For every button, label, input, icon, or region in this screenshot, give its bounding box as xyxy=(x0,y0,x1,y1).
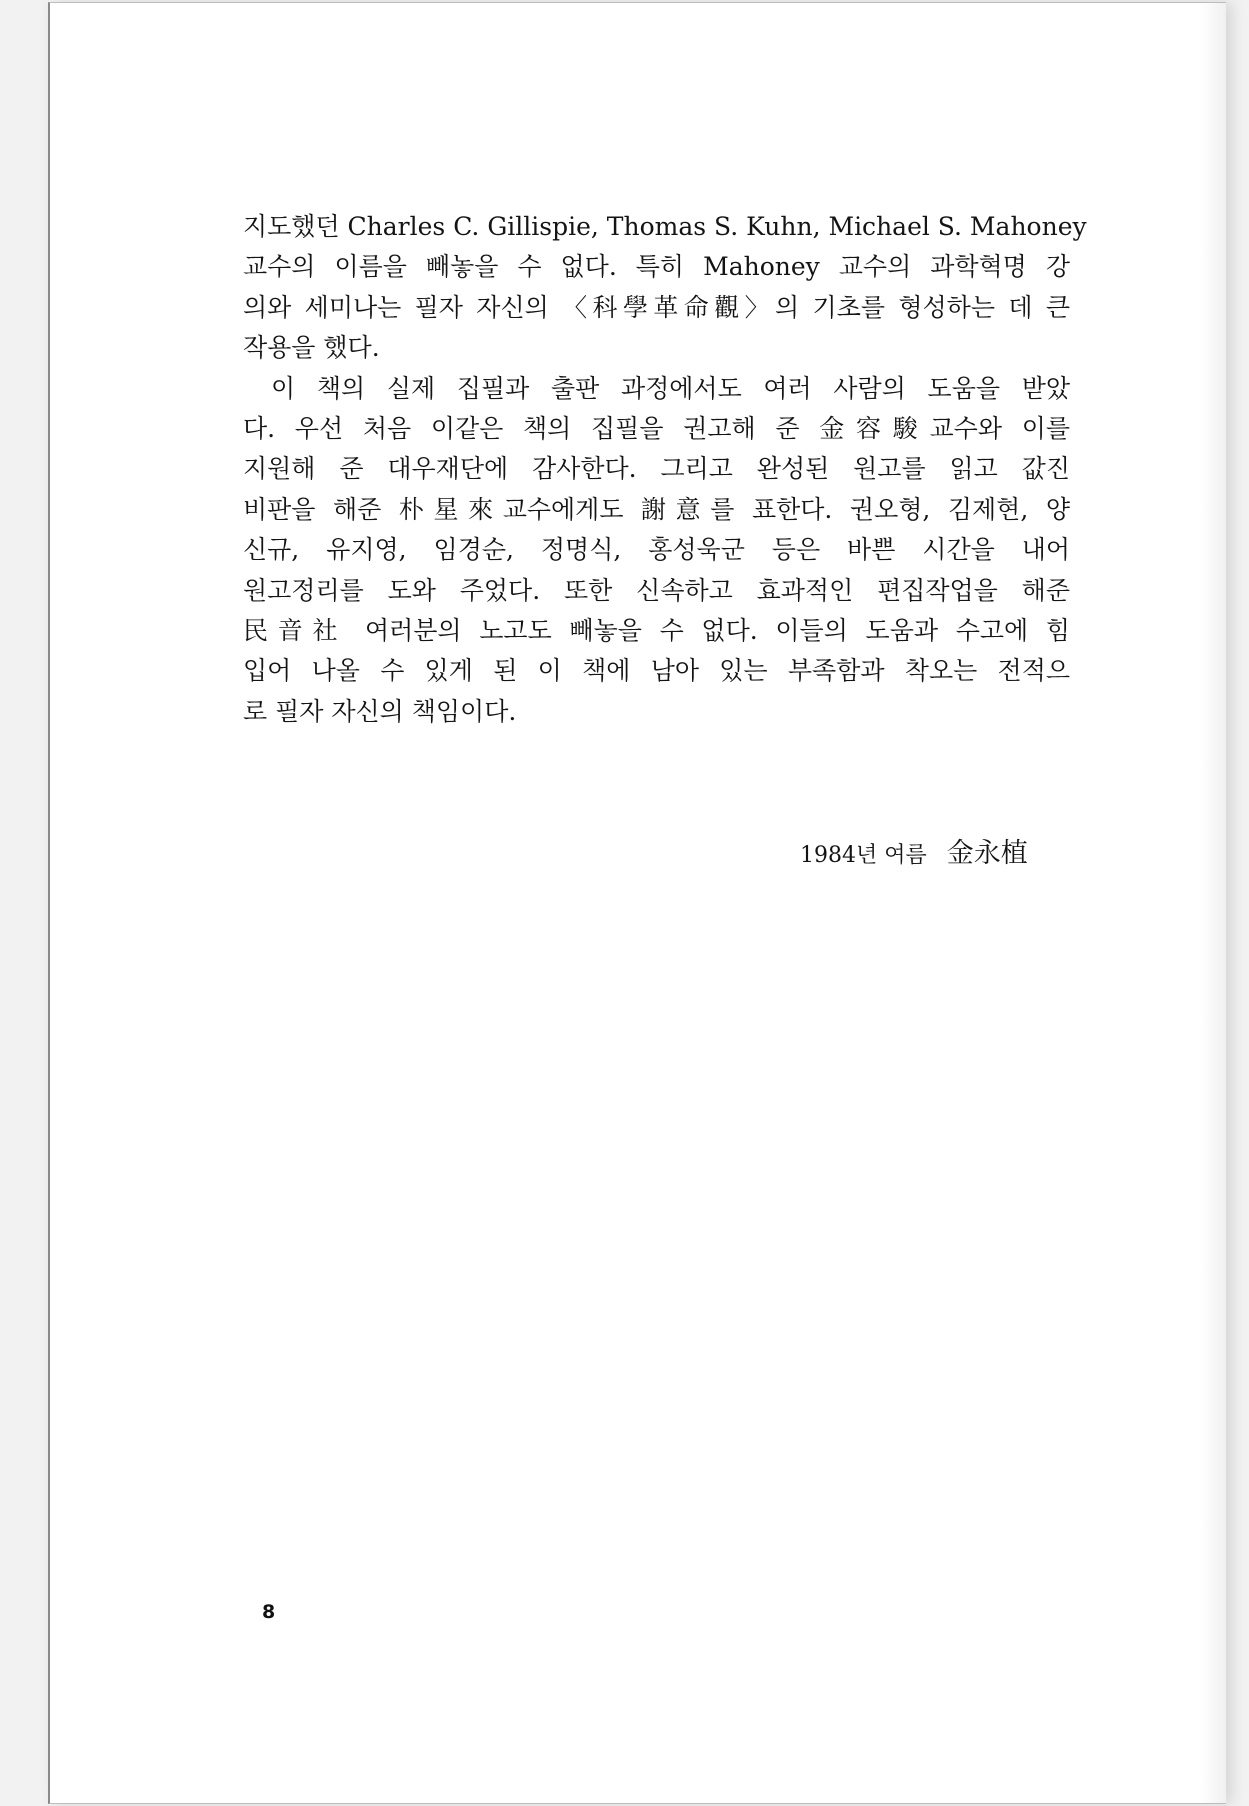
text-line: 民音社 여러분의 노고도 빼놓을 수 없다. 이들의 도움과 수고에 힘 xyxy=(243,616,1070,646)
text-line: 이 책의 실제 집필과 출판 과정에서도 여러 사람의 도움을 받았 xyxy=(271,373,1070,403)
text-line: 지원해 준 대우재단에 감사한다. 그리고 완성된 원고를 읽고 값진 xyxy=(243,454,1070,484)
text-line: 의와 세미나는 필자 자신의 〈科學革命觀〉의 기초를 형성하는 데 큰 xyxy=(243,292,1070,322)
text-line: 로 필자 자신의 책임이다. xyxy=(243,696,517,726)
text-line: 비판을 해준 朴星來교수에게도 謝意를 표한다. 권오형, 김제현, 양 xyxy=(243,494,1070,524)
page-edge-shadow xyxy=(1200,3,1226,1803)
text-line: 원고정리를 도와 주었다. 또한 신속하고 효과적인 편집작업을 해준 xyxy=(243,575,1070,605)
text-line: 작용을 했다. xyxy=(243,333,380,363)
text-line: 신규, 유지영, 임경순, 정명식, 홍성욱군 등은 바쁜 시간을 내어 xyxy=(243,535,1070,565)
body-text xyxy=(243,207,1087,732)
text-line: 입어 나올 수 있게 된 이 책에 남아 있는 부족함과 착오는 전적으 xyxy=(243,656,1070,686)
text-line: 지도했던 Charles C. Gillispie, Thomas S. Kuhn, Michael S. Mahoney xyxy=(243,212,1087,241)
signature-line xyxy=(800,831,1082,870)
signature-date: 1984년 여름 xyxy=(800,843,927,868)
page-number: 8 xyxy=(262,1601,276,1623)
signature-author: 金永植 xyxy=(946,838,1028,869)
book-page xyxy=(48,2,1226,1804)
text-line: 다. 우선 처음 이같은 책의 집필을 권고해 준 金容駿교수와 이를 xyxy=(243,414,1070,444)
text-line: 교수의 이름을 빼놓을 수 없다. 특히 Mahoney 교수의 과학혁명 강 xyxy=(243,252,1070,282)
